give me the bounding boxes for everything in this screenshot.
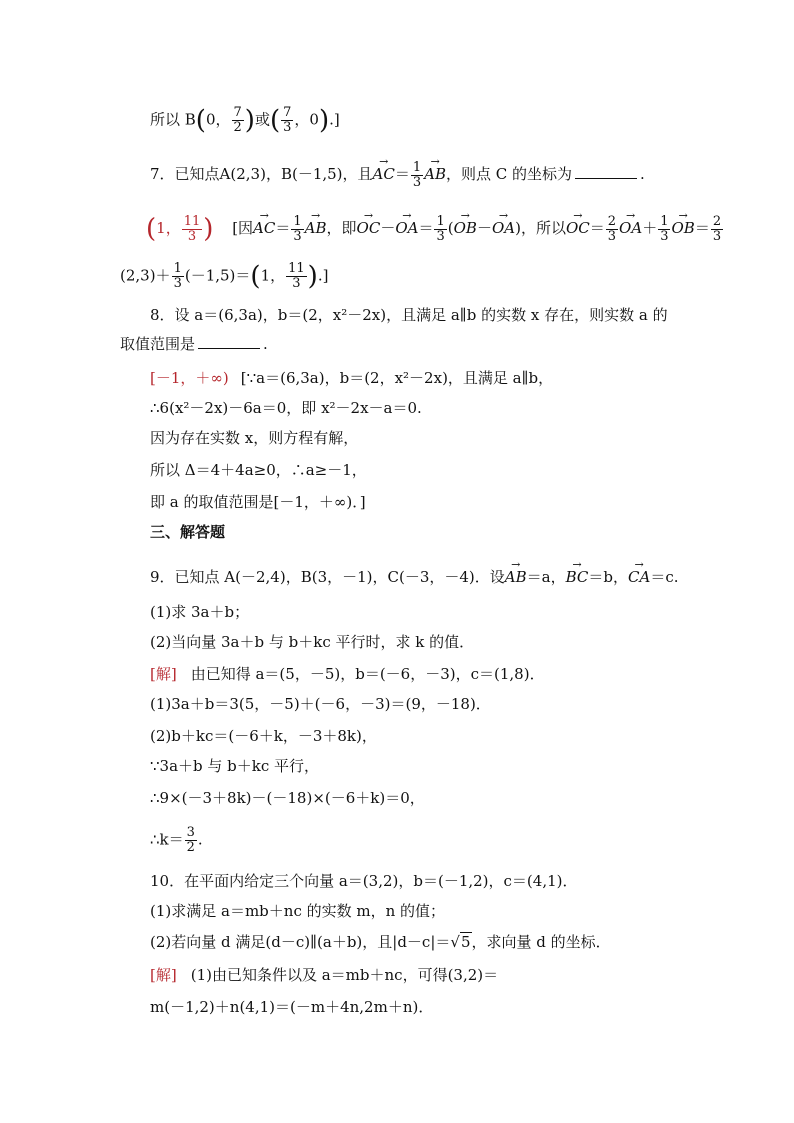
answer-blank: [198, 334, 260, 349]
question-9: 9．已知点 A(－2,4)，B(3，－1)，C(－3，－4)．设→ AB＝a，→ BC＝b，→ CA＝c.: [150, 563, 678, 587]
solution-9-step5: ∴k＝ $\frac{3}{2}$ .: [150, 825, 203, 855]
fraction: $\frac{7}{2}$: [233, 105, 242, 135]
answer-8-line5: 即 a 的取值范围是[－1，＋∞)．]: [150, 493, 366, 511]
solution-9-step2: (2)b＋kc＝(－6＋k，－3＋8k)，: [150, 727, 377, 745]
question-10-part2: (2)若向量 d 满足(d－c)∥(a＋b)，且|d－c|＝√5，求向量 d 的坐标．: [150, 933, 611, 951]
question-7: 7．已知点A(2,3)，B(－1,5)，且→ AC＝ $\frac{1}{3}$ → AB，则点 C 的坐标为 .: [150, 160, 645, 190]
solution-9-step3: ∵3a＋b 与 b＋kc 平行，: [150, 757, 320, 775]
section-heading: 三、解答题: [150, 523, 226, 541]
question-8-line1: 8．设 a＝(6,3a)，b＝(2，x²－2x)，且满足 a∥b 的实数 x 存在，则实数 a 的: [150, 306, 668, 324]
answer-8-line3: 因为存在实数 x，则方程有解，: [150, 429, 359, 447]
solution-tag: [解]: [150, 966, 177, 984]
solution-9-intro: [解] 由已知得 a＝(5，－5)，b＝(－6，－3)，c＝(1,8)．: [150, 665, 545, 683]
question-10: 10．在平面内给定三个向量 a＝(3,2)，b＝(－1,2)，c＝(4,1)．: [150, 872, 578, 890]
solution-9-step4: ∴9×(－3＋8k)－(－18)×(－6＋k)＝0，: [150, 789, 425, 807]
solution-9-step1: (1)3a＋b＝3(5，－5)＋(－6，－3)＝(9，－18)．: [150, 695, 491, 713]
answer-8-line4: 所以 Δ＝4＋4a≥0，∴a≥－1，: [150, 461, 367, 479]
question-10-part1: (1)求满足 a＝mb＋nc 的实数 m，n 的值；: [150, 902, 446, 920]
solution-10-intro: [解] (1)由已知条件以及 a＝mb＋nc，可得(3,2)＝: [150, 966, 499, 984]
answer-8-line2: ∴6(x²－2x)－6a＝0，即 x²－2x－a＝0.: [150, 399, 422, 417]
solution-10-step1: m(－1,2)＋n(4,1)＝(－m＋4n,2m＋n)．: [150, 998, 434, 1016]
answer-7-result: (1， $\frac{11}{3}$ ): [146, 213, 214, 244]
vector-ac: → AC: [373, 160, 395, 184]
question-9-part1: (1)求 3a＋b；: [150, 603, 250, 621]
answer-8-result: [－1，＋∞): [150, 369, 229, 387]
fraction: $\frac{1}{3}$: [412, 159, 422, 190]
answer-8-line1: [－1，＋∞) [∵a＝(6,3a)，b＝(2，x²－2x)，且满足 a∥b，: [150, 369, 554, 387]
vector-ab: → AB: [424, 160, 446, 184]
fraction: $\frac{7}{3}$: [283, 105, 292, 135]
solution-tag: [解]: [150, 665, 177, 683]
answer-7-cont: (2,3)＋ $\frac{1}{3}$ (－1,5)＝(1， $\frac{11}{3}$ ).]: [120, 261, 329, 292]
answer-blank: [575, 164, 637, 179]
answer-7: (1， $\frac{11}{3}$ ) [因→ AC＝ $\frac{1}{3}$ → AB，即→ OC－→ OA＝ $\frac{1}{3}$ (→ OB－→ OA)，所以→ OC＝ $\frac{2}{3}$ → OA＋ $\frac{1}{3}$ → OB＝ $\frac{2}{3}$: [146, 214, 724, 244]
question-8-line2: 取值范围是 .: [120, 335, 268, 353]
answer-6-tail: 所以 B(0， $\frac{7}{2}$ )或( $\frac{7}{3}$ ，0).]: [150, 105, 340, 136]
question-9-part2: (2)当向量 3a＋b 与 b＋kc 平行时，求 k 的值．: [150, 633, 475, 651]
